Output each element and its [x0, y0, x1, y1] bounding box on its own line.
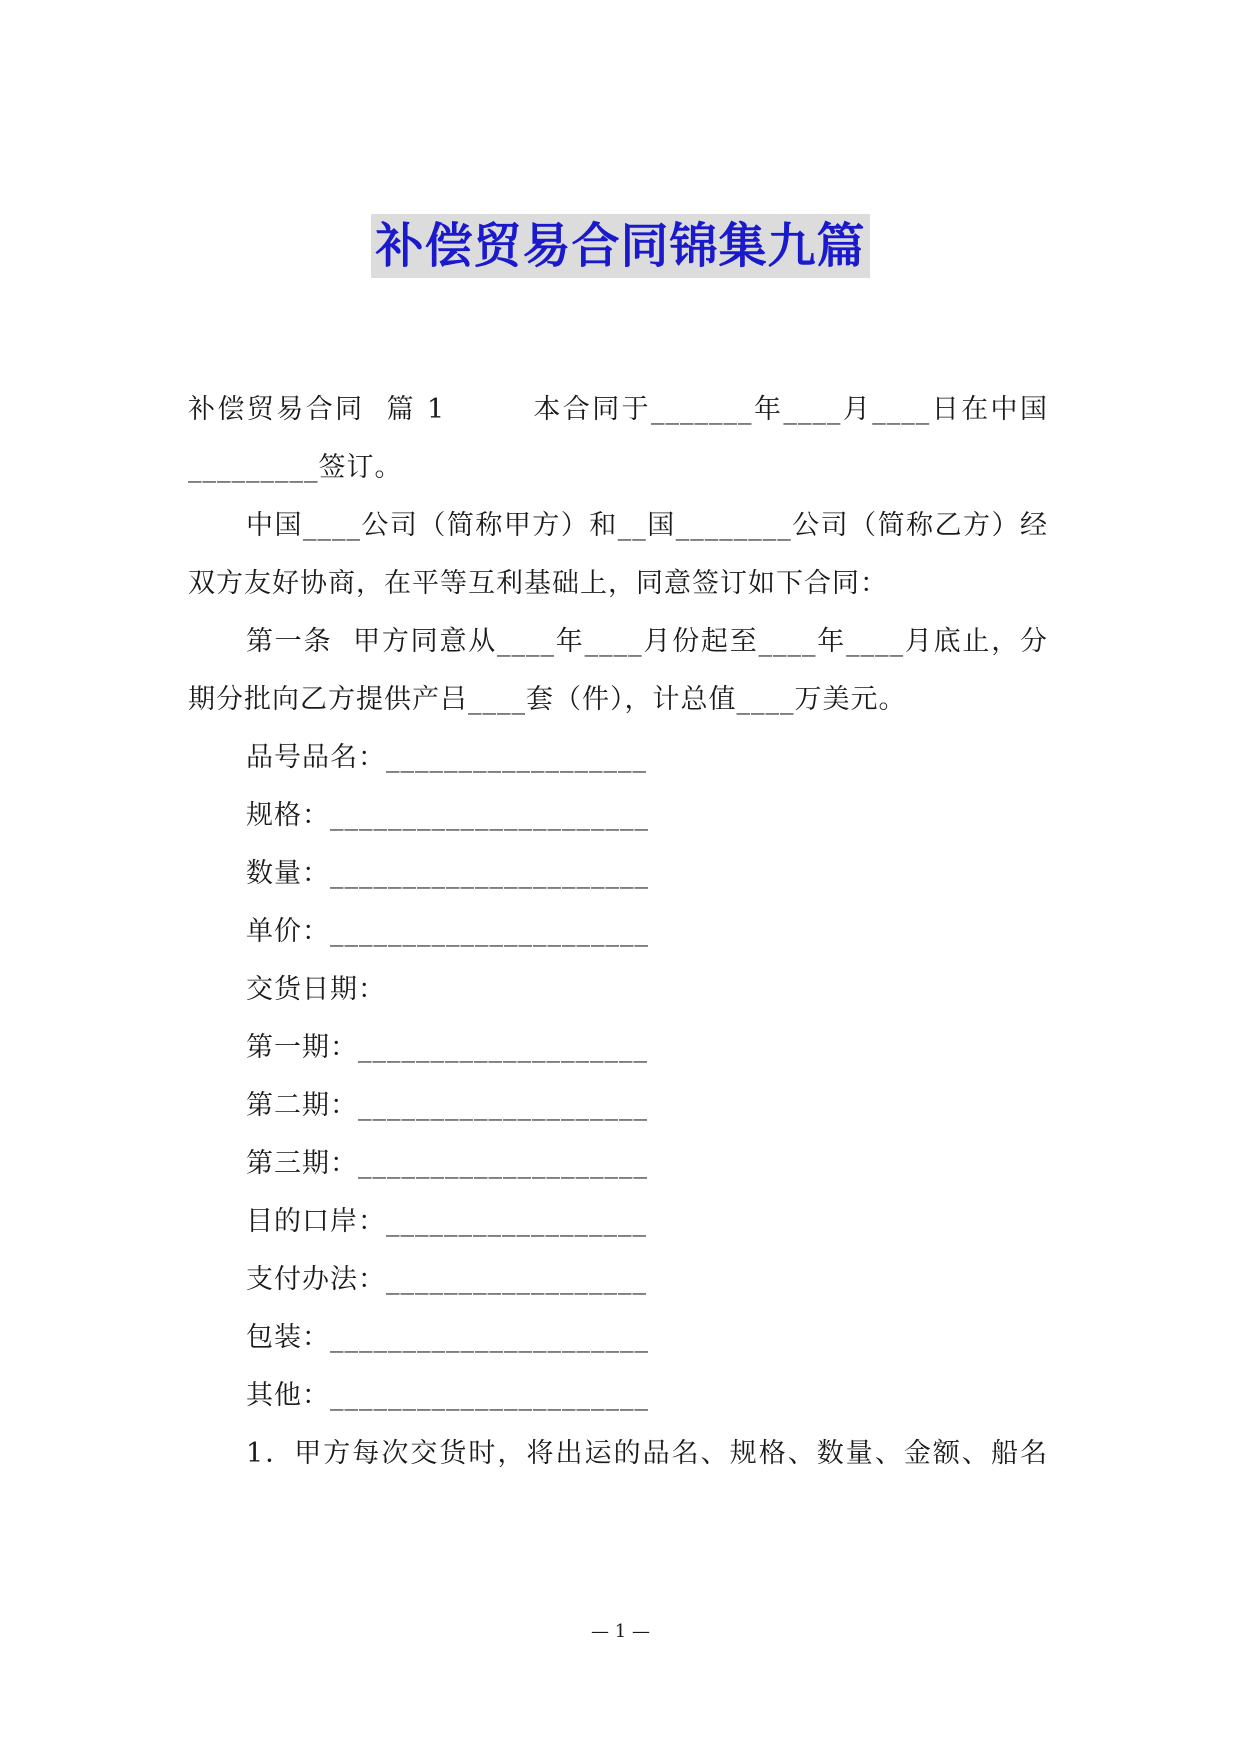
field-phase-2: 第二期：____________________: [246, 1090, 648, 1121]
clause-1-line: 1．甲方每次交货时，将出运的品名、规格、数量、金额、船名: [246, 1438, 1048, 1469]
paragraph-line-2: _________签订。: [188, 452, 403, 483]
field-other: 其他：______________________: [246, 1380, 649, 1411]
paragraph-line-4: 双方友好协商，在平等互利基础上，同意签订如下合同：: [188, 568, 888, 599]
field-unit-price: 单价：______________________: [246, 916, 649, 947]
field-product-name: 品号品名：__________________: [246, 742, 647, 773]
field-destination-port: 目的口岸：__________________: [246, 1206, 647, 1237]
page-number: — 1 —: [591, 1621, 650, 1642]
field-specification: 规格：______________________: [246, 800, 649, 831]
field-phase-3: 第三期：____________________: [246, 1148, 648, 1179]
field-quantity: 数量：______________________: [246, 858, 649, 889]
field-payment-method: 支付办法：__________________: [246, 1264, 647, 1295]
field-delivery-date: 交货日期：: [246, 974, 386, 1005]
title-container: [0, 214, 1241, 278]
field-packing: 包装：______________________: [246, 1322, 649, 1353]
field-phase-1: 第一期：____________________: [246, 1032, 648, 1063]
paragraph-line-3: 中国____公司（简称甲方）和__国________公司（简称乙方）经: [246, 510, 1048, 541]
paragraph-line-5: 第一条 甲方同意从____年____月份起至____年____月底止，分: [246, 626, 1048, 657]
document-title: 补偿贸易合同锦集九篇: [371, 214, 869, 278]
paragraph-line-1: 补偿贸易合同 篇 1 本合同于_______年____月____日在中国: [188, 394, 1048, 425]
paragraph-line-6: 期分批向乙方提供产吕____套（件），计总值____万美元。: [188, 684, 907, 715]
